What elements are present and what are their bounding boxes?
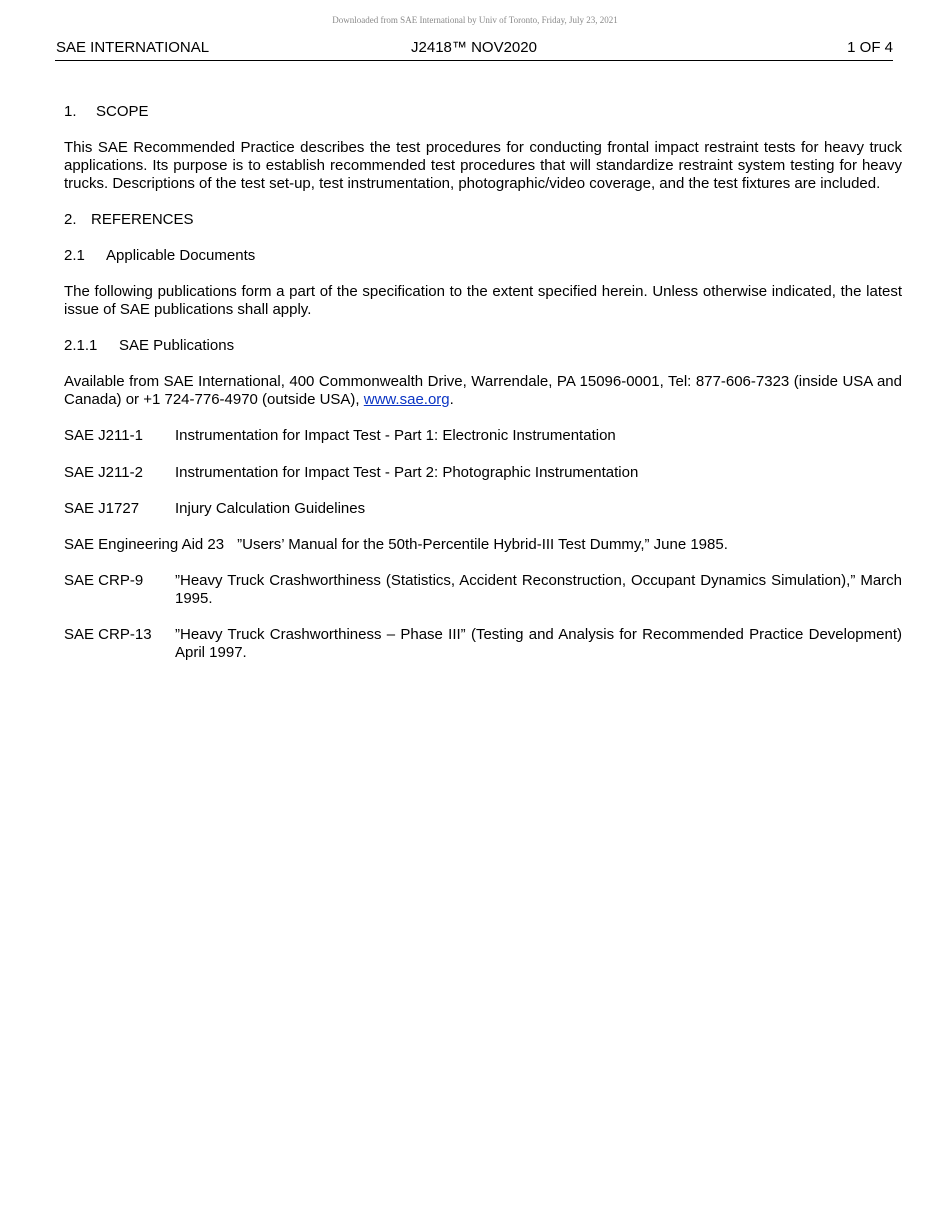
reference-title: Instrumentation for Impact Test - Part 2: Photographic Instrumentation: [175, 464, 639, 481]
section-scope-heading: [64, 103, 902, 121]
reference-code: SAE CRP-13: [64, 626, 152, 643]
reference-code: SAE J211-1: [64, 427, 143, 444]
section-number: 2.: [64, 211, 77, 228]
section-title: SAE Publications: [119, 337, 235, 354]
section-applicable-documents-heading: [64, 247, 902, 265]
reference-title: ”Heavy Truck Crashworthiness (Statistics, Accident Reconstruction, Occupant Dynamics Simulation),” March 1995.: [175, 572, 902, 607]
section-references-heading: [64, 211, 902, 229]
reference-item: [64, 536, 902, 554]
reference-title: ”Users’ Manual for the 50th-Percentile Hybrid-III Test Dummy,” June 1985.: [237, 536, 728, 553]
reference-item: [64, 572, 902, 608]
reference-title: ”Heavy Truck Crashworthiness – Phase III” (Testing and Analysis for Recommended Practice Development) April 1997.: [175, 626, 902, 661]
reference-code: SAE Engineering Aid 23: [64, 536, 225, 553]
reference-code: SAE CRP-9: [64, 572, 144, 589]
document-body: [64, 103, 902, 680]
sae-publications-paragraph: [64, 373, 902, 409]
header-organization: SAE INTERNATIONAL: [56, 39, 210, 56]
reference-title: Instrumentation for Impact Test - Part 1: Electronic Instrumentation: [175, 427, 616, 444]
section-number: 2.1: [64, 247, 85, 264]
header-page-number: 1 OF 4: [847, 39, 893, 56]
reference-title: Injury Calculation Guidelines: [175, 500, 366, 517]
sae-address-text: Available from SAE International, 400 Commonwealth Drive, Warrendale, PA 15096-0001, Tel: 877-606-7323 (inside USA and Canada) or +1 724-776-4970 (outside USA),: [64, 373, 902, 408]
reference-item: [64, 500, 902, 518]
reference-code: SAE J1727: [64, 500, 140, 517]
section-title: Applicable Documents: [106, 247, 256, 264]
applicable-documents-paragraph: The following publications form a part of the specification to the extent specified herein. Unless otherwise indicated, the latest issue of SAE publications shall apply.: [64, 283, 902, 318]
section-title: REFERENCES: [91, 211, 194, 228]
section-number: 1.: [64, 103, 77, 120]
reference-item: [64, 464, 902, 482]
page-header: [55, 38, 893, 61]
section-sae-publications-heading: [64, 337, 902, 355]
sentence-end: .: [449, 391, 454, 408]
sae-website-link[interactable]: www.sae.org: [363, 391, 450, 408]
section-title: SCOPE: [96, 103, 149, 120]
header-document-number: J2418™ NOV2020: [411, 39, 537, 56]
download-watermark: Downloaded from SAE International by Univ of Toronto, Friday, July 23, 2021: [332, 15, 618, 25]
scope-paragraph: This SAE Recommended Practice describes the test procedures for conducting frontal impact restraint tests for heavy truck applications. Its purpose is to establish recommended test procedures that will standardize restraint system testing for heavy trucks. Descriptions of the test set-up, test instrumentation, photographic/video coverage, and the test fixtures are included.: [64, 139, 902, 192]
reference-item: [64, 626, 902, 662]
section-number: 2.1.1: [64, 337, 98, 354]
reference-code: SAE J211-2: [64, 464, 143, 481]
reference-item: [64, 427, 902, 445]
